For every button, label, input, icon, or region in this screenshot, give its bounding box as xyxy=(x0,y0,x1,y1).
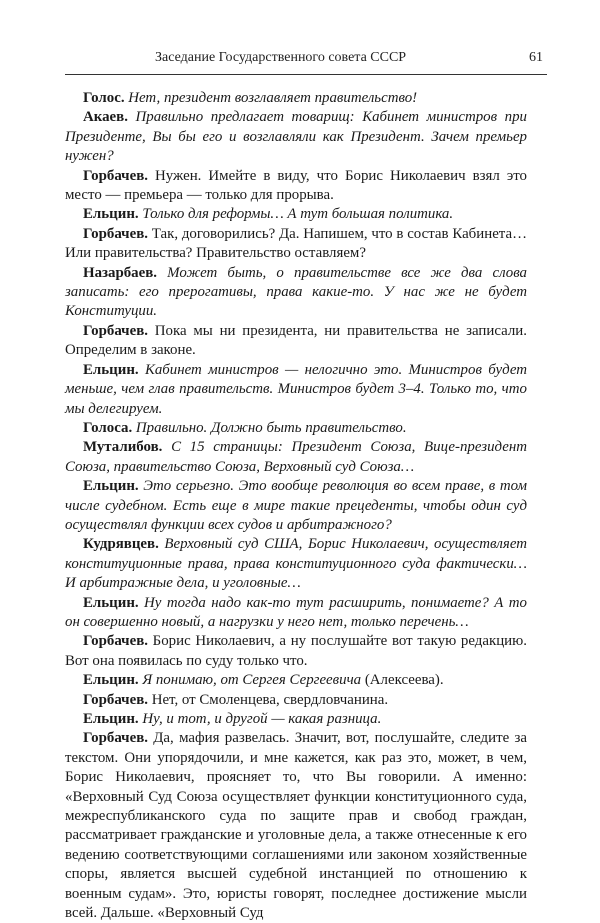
speaker-name: Голос. xyxy=(83,90,125,106)
speaker-name: Горбачев. xyxy=(83,691,148,708)
speaker-name: Горбачев. xyxy=(83,225,148,242)
speaker-name: Ельцин. xyxy=(83,711,139,727)
speaker-name: Горбачев. xyxy=(83,167,148,184)
page-number: 61 xyxy=(529,50,543,65)
speech-text: Да, мафия развелась. Значит, вот, послушайте, следите за текстом. Они упорядочили, и мне кажется, как раз это, может, в чем, Борис Николаевич, проясняет то, что Вы говорили. А именно: «Верховный Суд Союза осуществляет функции конституционного суда, межреспубликанского суда по защите прав и свобод граждан, рассматривает гражданские и уголовные дела, а также отнесенные к его ведению соответствующими соглашениями или законом хозяйственные споры, является высшей судебной инстанцией по отношению к военным судам». Это, юристы говорят, последнее достижение мысли всей. Дальше. «Верховный Суд xyxy=(65,730,527,922)
paragraph xyxy=(65,729,527,923)
speech-text: Нужен. Имейте в виду, что Борис Николаевич взял это место — премьера — только для прорыва. xyxy=(65,167,527,204)
paragraph xyxy=(65,671,527,690)
speaker-name: Ельцин. xyxy=(83,206,139,223)
speech-text: Нет, от Смоленцева, свердловчанина. xyxy=(147,691,389,708)
speaker-name: Ельцин. xyxy=(83,672,139,689)
paragraph xyxy=(65,594,527,633)
running-header xyxy=(65,46,545,70)
paragraph xyxy=(65,361,527,419)
paragraph xyxy=(65,419,527,438)
paragraph xyxy=(65,710,527,729)
speech-text: Пока мы ни президента, ни правительства не записали. Определим в законе. xyxy=(65,322,527,359)
header-title: Заседание Государственного совета СССР xyxy=(155,50,407,65)
speaker-name: Назарбаев. xyxy=(83,264,158,281)
speaker-name: Горбачев. xyxy=(83,730,148,747)
paragraph xyxy=(65,205,527,224)
header-rule xyxy=(65,74,547,75)
paragraph xyxy=(65,535,527,593)
speech-text: Верховный суд США, Борис Николаевич, осуществляет конституционные права, права конституционного суда фактически… И арбитражные дела, и уголовные… xyxy=(65,536,527,592)
speaker-name: Горбачев. xyxy=(83,633,148,650)
speech-text-tail: (Алексеева). xyxy=(361,672,444,689)
speaker-name: Кудрявцев. xyxy=(83,536,159,553)
speaker-name: Горбачев. xyxy=(83,322,148,339)
speech-text: Кабинет министров — нелогично это. Министров будет меньше, чем глав правительств. Министров будет 3–4. Только то, что мы делегируем. xyxy=(65,361,527,417)
speech-text: Правильно предлагает товарищ: Кабинет министров при Президенте, Вы бы его и возглавляли как Президент. Зачем премьер нужен? xyxy=(65,109,527,165)
speaker-name: Ельцин. xyxy=(83,594,139,611)
speech-text: Ну, и тот, и другой — какая разница. xyxy=(138,711,382,727)
transcript-body xyxy=(65,89,527,923)
speech-text: Ну тогда надо как-то тут расширить, понимаете? А то он совершенно новый, а нагрузки у него нет, только перечень… xyxy=(65,594,527,630)
speech-text: Может быть, о правительстве все же два слова записать: его прерогативы, права какие-то. У нас же не будет Конституции. xyxy=(65,264,527,320)
speech-text: Так, договорились? Да. Напишем, что в состав Кабинета… Или правительства? Правительство оставляем? xyxy=(65,225,527,262)
speaker-name: Ельцин. xyxy=(83,478,139,495)
speech-text: Борис Николаевич, а ну послушайте вот такую редакцию. Вот она появилась по суду только что. xyxy=(65,633,527,669)
paragraph xyxy=(65,691,527,710)
speaker-name: Муталибов. xyxy=(83,439,163,456)
paragraph xyxy=(65,89,527,108)
paragraph xyxy=(65,264,527,322)
paragraph xyxy=(65,632,527,671)
speech-text: Это серьезно. Это вообще революция во всем праве, в том числе судебном. Есть еще в мире такие прецеденты, чтобы один суд осуществлял функции всех судов и арбитражного? xyxy=(65,478,527,533)
paragraph xyxy=(65,225,527,264)
speech-text: Нет, президент возглавляет правительство! xyxy=(124,90,418,106)
speech-text: Я понимаю, от Сергея Сергеевича xyxy=(138,672,362,689)
paragraph xyxy=(65,167,527,206)
speaker-name: Голоса. xyxy=(83,419,133,436)
paragraph xyxy=(65,322,527,361)
speech-text: С 15 страницы: Президент Союза, Вице-президент Союза, правительство Союза, Верховный суд Союза… xyxy=(65,439,527,475)
paragraph xyxy=(65,438,527,477)
speech-text: Правильно. Должно быть правительство. xyxy=(132,419,407,436)
speech-text: Только для реформы… А тут большая политика. xyxy=(138,206,454,223)
paragraph xyxy=(65,108,527,166)
paragraph xyxy=(65,477,527,535)
speaker-name: Акаев. xyxy=(83,109,128,126)
speaker-name: Ельцин. xyxy=(83,361,139,378)
